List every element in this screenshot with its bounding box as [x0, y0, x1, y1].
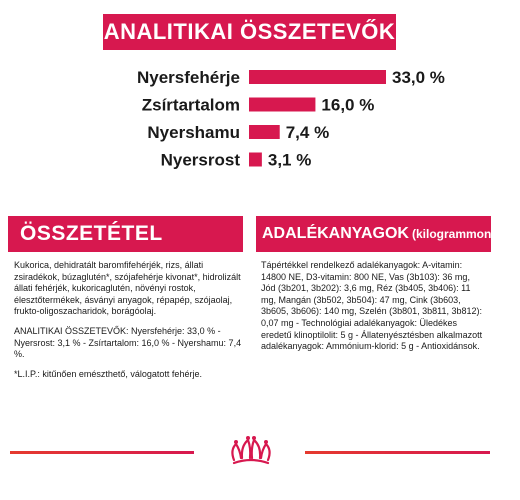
composition-footnote: *L.I.P.: kitűnően emészthető, válogatott fehérje.	[14, 368, 202, 379]
category-label: Nyersfehérje	[136, 68, 240, 87]
bar	[249, 153, 262, 167]
footer-divider-left	[10, 451, 194, 454]
category-label: Nyersrost	[160, 150, 240, 170]
value-label: 7,4 %	[285, 123, 330, 142]
footer-divider-right	[305, 451, 490, 454]
bar	[249, 125, 280, 139]
additives-header-unit: (kilogrammonként)	[411, 227, 520, 241]
composition-header	[8, 216, 243, 252]
bar	[249, 98, 315, 112]
additives-header-label: ADALÉKANYAGOK	[262, 225, 409, 242]
category-label: Zsírtartalom	[141, 95, 240, 115]
nutrient-bar-chart	[0, 0, 500, 200]
additives-header	[256, 216, 520, 252]
composition-ingredients: Kukorica, dehidratált baromfifehérjék, rizs, állati zsiradékok, búzaglutén*, szójafehérje kivonat*, hidrolizált állati fehérjék, kukoricaglutén, növényi rostok, élesztőtermékek, ásványi anyagok, répapép, szójaolaj, frukto-oligoszacharidok, borágóolaj.	[14, 260, 241, 317]
composition-analytics: ANALITIKAI ÖSSZETEVŐK: Nyersfehérje: 33,0 % - Nyersrost: 3,1 % - Zsírtartalom: 16,0 % - Nyershamu: 7,4 %.	[14, 325, 242, 360]
value-label: 3,1 %	[267, 150, 312, 170]
additives-text	[261, 260, 486, 361]
composition-header-label: ÖSSZETÉTEL	[20, 222, 163, 245]
bar	[249, 70, 386, 84]
additives-list: Tápértékkel rendelkező adalékanyagok: A-vitamin: 14800 NE, D3-vitamin: 800 NE, Vas (3b103): 36 mg, Jód (3b201, 3b202): 3,6 mg, Réz (3b405, 3b406): 11 mg, Mangán (3b502, 3b504): 47 mg, Cink (3b603, 3b605, 3b606): 140 mg, Szelén (3b801, 3b811, 3b812): 0,07 mg - Technológiai adalékanyagok: Üledékes eredetű klinoptilolit: 5 g - Állatenyésztésben alkalmazott adalékanyagok: Ammónium-klorid: 5 g - Antioxidánsok.	[261, 260, 483, 352]
value-label: 16,0 %	[321, 95, 375, 115]
royal-canin-crown-icon	[228, 434, 274, 468]
page-title: ANALITIKAI ÖSSZETEVŐK	[103, 14, 396, 50]
composition-text	[14, 260, 242, 388]
category-label: Nyershamu	[147, 123, 240, 142]
value-label: 33,0 %	[392, 68, 445, 87]
